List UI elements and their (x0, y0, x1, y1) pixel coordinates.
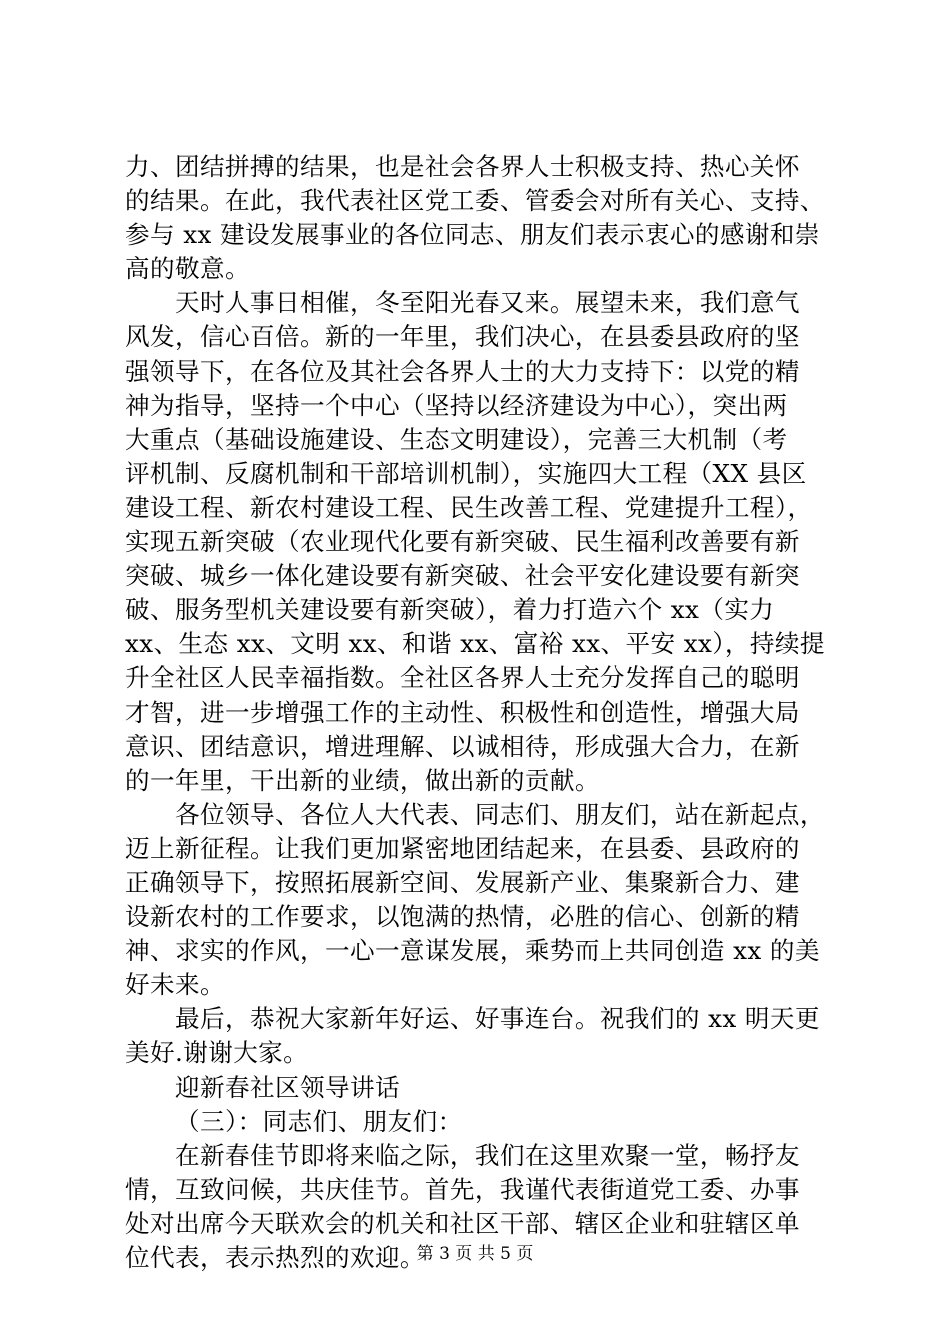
text-line: 正确领导下，按照拓展新空间、发展新产业、集聚新合力、建 (125, 867, 800, 897)
text-line: 神、求实的作风，一心一意谋发展，乘势而上共同创造 xx 的美 (125, 936, 820, 966)
text-line: 强领导下，在各位及其社会各界人士的大力支持下：以党的精 (125, 356, 800, 386)
page-footer: 第 3 页 共 5 页 (416, 1244, 534, 1264)
text-line: 好未来。 (125, 970, 225, 1000)
text-line: 力、团结拼搏的结果，也是社会各界人士积极支持、热心关怀 (125, 152, 800, 181)
text-line: 实现五新突破（农业现代化要有新突破、民生福利改善要有新 (125, 527, 800, 557)
text-line: 迎新春社区领导讲话 (175, 1072, 400, 1102)
text-line: 意识、团结意识，增进理解、以诚相待，形成强大合力，在新 (125, 731, 800, 761)
text-line: 迈上新征程。让我们更加紧密地团结起来，在县委、县政府的 (125, 833, 800, 863)
text-line: 的一年里，干出新的业绩，做出新的贡献。 (125, 765, 600, 795)
text-line: 最后，恭祝大家新年好运、好事连台。祝我们的 xx 明天更 (175, 1004, 820, 1034)
text-line: 美好.谢谢大家。 (125, 1038, 309, 1068)
text-line: 的结果。在此，我代表社区党工委、管委会对所有关心、支持、 (125, 186, 825, 216)
text-line: 升全社区人民幸福指数。全社区各界人士充分发挥自己的聪明 (125, 663, 800, 693)
text-line: xx、生态 xx、文明 xx、和谐 xx、富裕 xx、平安 xx），持续提 (125, 629, 825, 659)
text-line: 天时人事日相催，冬至阳光春又来。展望未来，我们意气 (175, 288, 800, 318)
text-line: 评机制、反腐机制和干部培训机制），实施四大工程（XX 县区 (125, 458, 807, 488)
text-line: 突破、城乡一体化建设要有新突破、社会平安化建设要有新突 (125, 561, 800, 591)
text-line: 参与 xx 建设发展事业的各位同志、朋友们表示衷心的感谢和崇 (125, 220, 820, 250)
text-line: 在新春佳节即将来临之际，我们在这里欢聚一堂，畅抒友 (175, 1140, 800, 1170)
text-line: 情，互致问候，共庆佳节。首先，我谨代表街道党工委、办事 (125, 1174, 800, 1204)
text-line: 位代表，表示热烈的欢迎。 (125, 1243, 425, 1272)
text-line: 高的敬意。 (125, 254, 250, 284)
text-line: 设新农村的工作要求，以饱满的热情，必胜的信心、创新的精 (125, 902, 800, 932)
text-line: 破、服务型机关建设要有新突破），着力打造六个 xx（实力 (125, 595, 775, 625)
text-line: 处对出席今天联欢会的机关和社区干部、辖区企业和驻辖区单 (125, 1208, 800, 1238)
document-body (125, 150, 830, 1275)
text-line: 才智，进一步增强工作的主动性、积极性和创造性，增强大局 (125, 697, 800, 727)
text-line: 各位领导、各位人大代表、同志们、朋友们，站在新起点， (175, 799, 825, 829)
text-line: 风发，信心百倍。新的一年里，我们决心，在县委县政府的坚 (125, 322, 800, 352)
text-line: 神为指导，坚持一个中心（坚持以经济建设为中心），突出两 (125, 390, 788, 420)
text-line: （三）：同志们、朋友们： (175, 1106, 463, 1136)
text-line: 建设工程、新农村建设工程、民生改善工程、党建提升工程）， (125, 492, 813, 522)
text-line: 大重点（基础设施建设、生态文明建设），完善三大机制（考 (125, 424, 788, 454)
